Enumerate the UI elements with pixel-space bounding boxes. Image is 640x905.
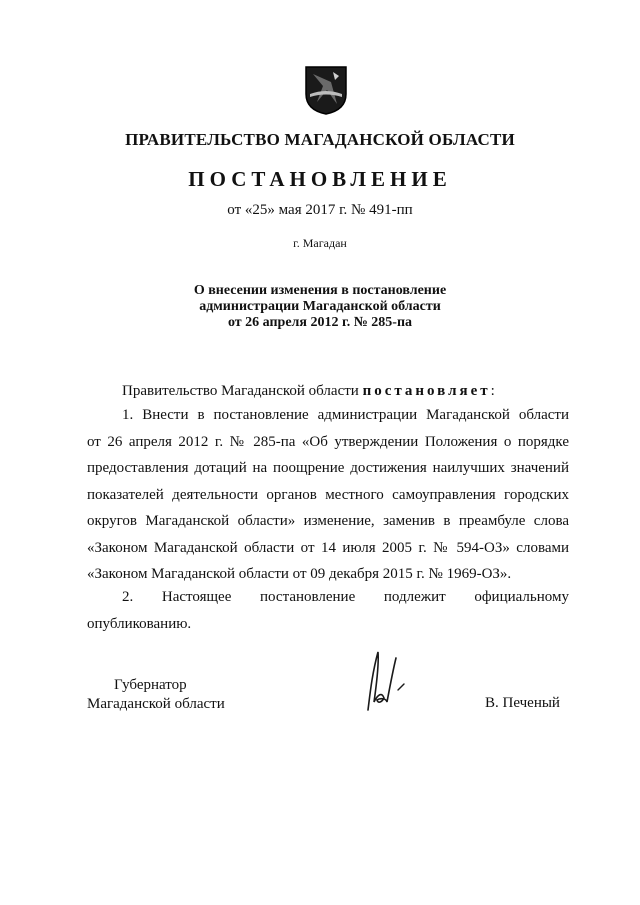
paragraph-1 (87, 402, 569, 588)
paragraph-line: «Законом Магаданской области от 09 декабря 2015 г. № 1969-ОЗ». (87, 566, 512, 582)
organization-name: ПРАВИТЕЛЬСТВО МАГАДАНСКОЙ ОБЛАСТИ (125, 130, 515, 149)
preamble-verb: постановляет (362, 383, 491, 399)
paragraph-line: опубликованию. (87, 615, 192, 632)
document-date-number: от «25» мая 2017 г. № 491-пп (227, 202, 413, 218)
document-subject (0, 283, 640, 331)
paragraph-line: от 26 апреля 2012 г. № 285-па «Об утверждении Положения о порядке (87, 433, 569, 450)
paragraph-line: показателей деятельности органов местного самоуправления городских (87, 486, 569, 503)
preamble (122, 378, 569, 405)
coat-of-arms-emblem (303, 64, 349, 116)
document-type-title: ПОСТАНОВЛЕНИЕ (188, 167, 452, 191)
signatory-name: В. Печеный (485, 695, 560, 711)
preamble-colon: : (490, 383, 495, 399)
subject-line: от 26 апреля 2012 г. № 285-па (227, 315, 413, 330)
handwritten-signature (360, 644, 410, 716)
subject-line: О внесении изменения в постановление (193, 283, 447, 298)
paragraph-line: округов Магаданской области» изменение, заменив в преамбуле слова (87, 513, 569, 529)
paragraph-2 (87, 584, 569, 637)
paragraph-line: 2. Настоящее постановление подлежит официальному (122, 589, 569, 605)
paragraph-line: «Законом Магаданской области от 14 июля 2005 г. № 594-ОЗ» словами (87, 539, 569, 556)
paragraph-line: предоставления дотаций на поощрение достижения наилучших значений (87, 460, 569, 476)
signatory-title (87, 676, 225, 714)
signatory-title-line: Губернатор (114, 677, 187, 693)
city-name: г. Магадан (293, 236, 347, 250)
subject-line: администрации Магаданской области (199, 299, 441, 314)
preamble-text: Правительство Магаданской области (122, 383, 359, 399)
signatory-title-line: Магаданской области (87, 696, 225, 712)
paragraph-line: 1. Внести в постановление администрации Магаданской области (122, 407, 569, 423)
